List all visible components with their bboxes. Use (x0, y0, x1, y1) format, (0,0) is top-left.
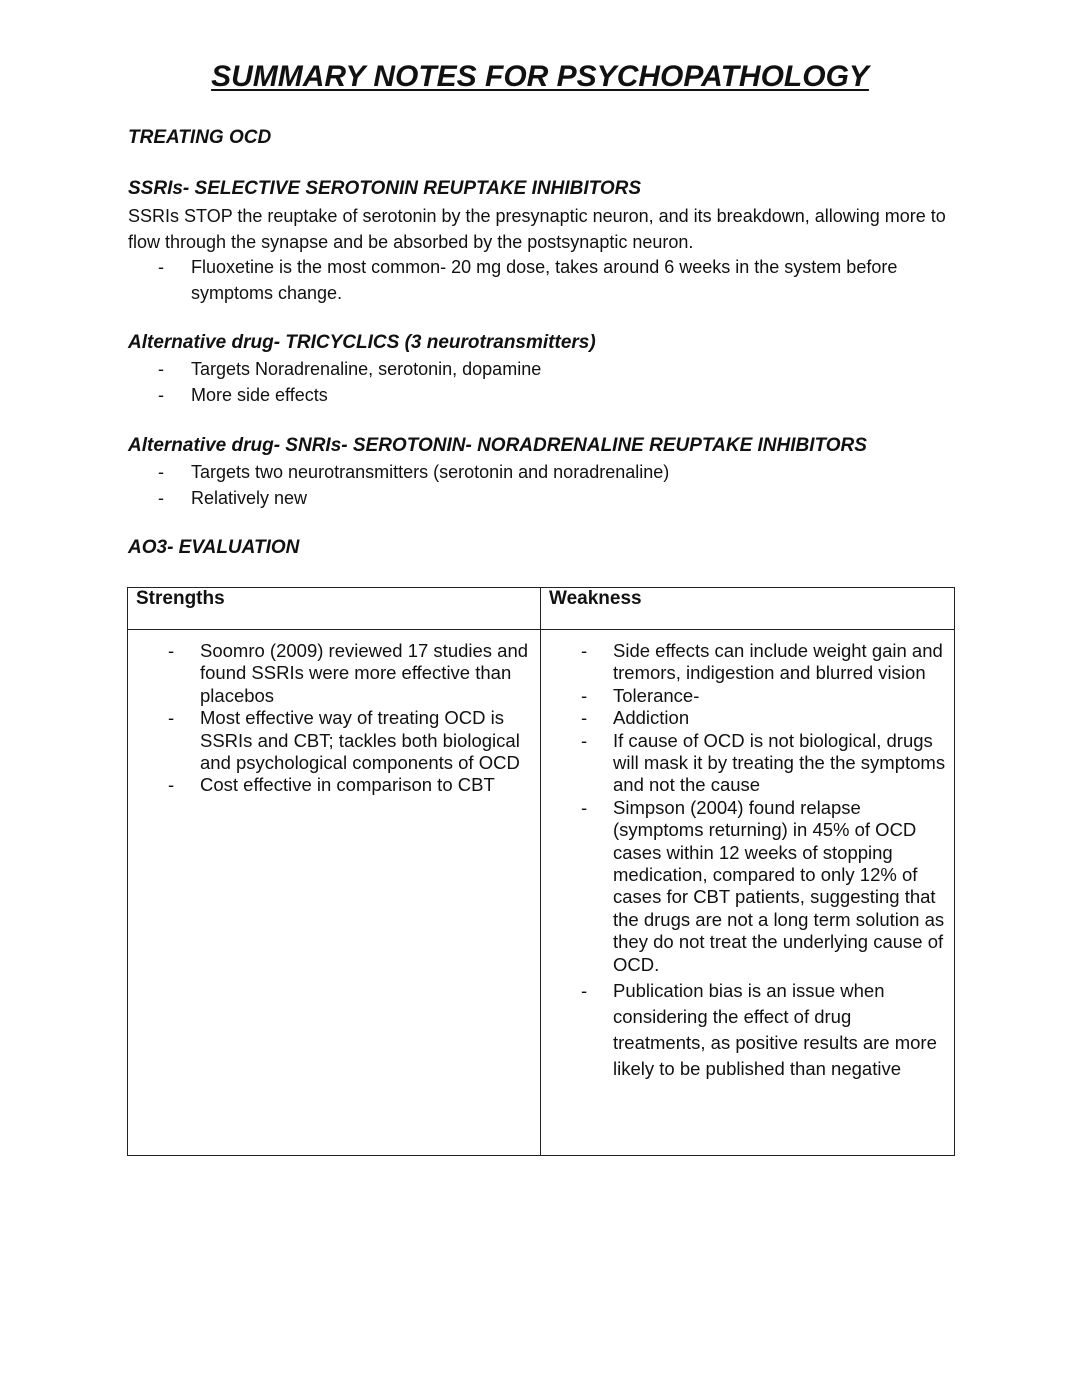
table-row (128, 630, 955, 1156)
ssri-list (156, 254, 966, 306)
list-item: - If cause of OCD is not biological, drugs will mask it by treating the the symptoms and not the cause (541, 730, 946, 797)
strengths-header: Strengths (128, 588, 541, 630)
list-item: - Publication bias is an issue when considering the effect of drug treatments, as positive results are more likely to be published than negative (541, 978, 946, 1082)
section-heading-treating-ocd: TREATING OCD (128, 127, 272, 148)
weakness-header: Weakness (541, 588, 955, 630)
weakness-cell (541, 630, 955, 1156)
table-header-row (128, 588, 955, 630)
page-title: SUMMARY NOTES FOR PSYCHOPATHOLOGY (211, 60, 869, 93)
weakness-list (541, 640, 946, 1082)
list-item: - Tolerance- (541, 685, 946, 707)
list-item: - Targets Noradrenaline, serotonin, dopamine (156, 356, 966, 382)
list-item: - Fluoxetine is the most common- 20 mg dose, takes around 6 weeks in the system before symptoms change. (156, 254, 966, 306)
tricyclics-list (156, 356, 966, 408)
list-item: - Targets two neurotransmitters (serotonin and noradrenaline) (156, 459, 966, 485)
snri-list (156, 459, 966, 511)
strengths-cell (128, 630, 541, 1156)
list-item: - Addiction (541, 707, 946, 729)
list-item: - Soomro (2009) reviewed 17 studies and found SSRIs were more effective than placebos (128, 640, 532, 707)
list-item: - Cost effective in comparison to CBT (128, 774, 532, 796)
ssri-description: SSRIs STOP the reuptake of serotonin by the presynaptic neuron, and its breakdown, allowing more to flow through the synapse and be absorbed by the postsynaptic neuron. (128, 206, 946, 252)
list-item: - More side effects (156, 382, 966, 408)
tricyclics-heading: Alternative drug- TRICYCLICS (3 neurotransmitters) (128, 332, 596, 353)
strengths-list (128, 640, 532, 797)
list-item: - Most effective way of treating OCD is SSRIs and CBT; tackles both biological and psychological components of OCD (128, 707, 532, 774)
list-item: - Relatively new (156, 485, 966, 511)
list-item: - Side effects can include weight gain and tremors, indigestion and blurred vision (541, 640, 946, 685)
evaluation-heading: AO3- EVALUATION (128, 537, 300, 558)
evaluation-table (127, 587, 955, 1156)
snri-heading: Alternative drug- SNRIs- SEROTONIN- NORADRENALINE REUPTAKE INHIBITORS (128, 435, 867, 456)
ssri-heading: SSRIs- SELECTIVE SEROTONIN REUPTAKE INHIBITORS (128, 178, 642, 199)
list-item: - Simpson (2004) found relapse (symptoms returning) in 45% of OCD cases within 12 weeks of stopping medication, compared to only 12% of cases for CBT patients, suggesting that the drugs are not a long term solution as they do not treat the underlying cause of OCD. (541, 797, 946, 976)
